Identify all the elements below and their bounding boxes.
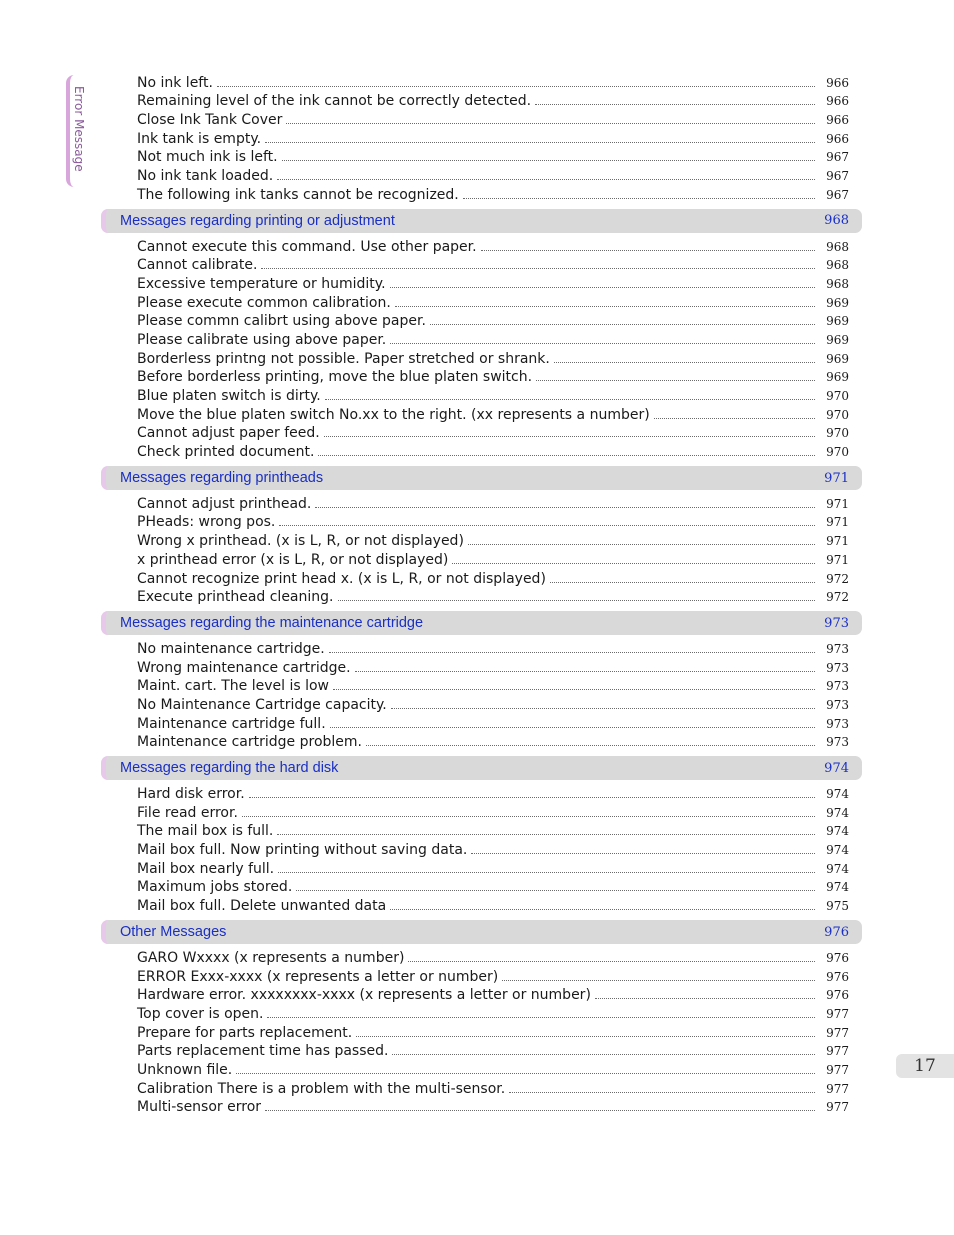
entry-page: 973 [826,716,849,731]
entry-title: Calibration There is a problem with the multi-sensor. [137,1080,506,1097]
entry-title: GARO Wxxxx (x represents a number) [137,949,405,966]
dot-leader [481,249,815,251]
dot-leader [391,707,815,709]
dot-leader [286,122,815,124]
entry-title: Mail box full. Delete unwanted data [137,898,387,915]
entry-title: Remaining level of the ink cannot be correctly detected. [137,93,532,110]
dot-leader [390,342,815,344]
entry-title: File read error. [137,804,238,821]
toc-entry[interactable] [101,237,862,256]
entry-page: 966 [826,131,849,146]
toc-entry[interactable] [101,73,862,92]
entry-page: 971 [826,515,849,530]
dot-leader [390,908,815,910]
dot-leader [654,417,815,419]
entry-title: Execute printhead cleaning. [137,589,334,606]
dot-leader [279,524,815,526]
entry-title: Wrong maintenance cartridge. [137,659,351,676]
dot-leader [242,815,815,817]
dot-leader [356,1035,815,1037]
toc-entry[interactable] [101,129,862,148]
toc-entry[interactable] [101,1023,862,1042]
entry-page: 969 [826,370,849,385]
dot-leader [236,1072,815,1074]
entry-title: Cannot recognize print head x. (x is L, R, or not displayed) [137,570,546,587]
dot-leader [471,852,815,854]
entry-page: 969 [826,295,849,310]
toc-entry[interactable] [101,185,862,204]
entry-page: 971 [826,496,849,511]
dot-leader [267,1016,815,1018]
entry-page: 973 [826,660,849,675]
dot-leader [278,871,815,873]
toc-entry[interactable] [101,658,862,677]
dot-leader [265,1109,815,1111]
dot-leader [329,651,815,653]
toc-entry[interactable] [101,639,862,658]
toc-entry[interactable] [101,588,862,607]
entry-title: Cannot execute this command. Use other paper. [137,238,477,255]
dot-leader [509,1091,815,1093]
entry-title: Borderless printng not possible. Paper stretched or shrank. [137,350,550,367]
entry-page: 973 [826,641,849,656]
toc-entry[interactable] [101,1060,862,1079]
toc-entry[interactable] [101,442,862,461]
entry-page: 972 [826,590,849,605]
entry-page: 967 [826,187,849,202]
entry-title: Cannot adjust paper feed. [137,425,320,442]
dot-leader [366,744,815,746]
entry-page: 968 [826,276,849,291]
toc-entry[interactable] [101,312,862,331]
entry-title: The mail box is full. [137,823,274,840]
entry-title: Top cover is open. [137,1005,264,1022]
dot-leader [395,305,815,307]
toc-entry[interactable] [101,405,862,424]
entry-title: Mail box nearly full. [137,860,275,877]
toc-entry[interactable] [101,569,862,588]
toc-entry[interactable] [101,733,862,752]
entry-title: Please execute common calibration. [137,294,391,311]
dot-leader [535,103,815,105]
entry-title: Cannot adjust printhead. [137,495,312,512]
toc-entry[interactable] [101,803,862,822]
toc-entry[interactable] [101,550,862,569]
toc-entry[interactable] [101,1042,862,1061]
dot-leader [408,960,815,962]
entry-page: 969 [826,351,849,366]
entry-title: Parts replacement time has passed. [137,1043,389,1060]
entry-page: 977 [826,1062,849,1077]
entry-title: Excessive temperature or humidity. [137,275,386,292]
entry-title: PHeads: wrong pos. [137,514,276,531]
entry-page: 971 [826,534,849,549]
entry-title: No ink tank loaded. [137,168,274,185]
toc-entry[interactable] [101,166,862,185]
entry-page: 969 [826,314,849,329]
toc-entry[interactable] [101,695,862,714]
entry-page: 973 [826,697,849,712]
toc-entry[interactable] [101,1098,862,1117]
toc-entry[interactable] [101,822,862,841]
toc-entry[interactable] [101,1004,862,1023]
entry-page: 973 [826,679,849,694]
entry-title: Before borderless printing, move the blue platen switch. [137,369,533,386]
dot-leader [217,85,815,87]
entry-title: Maint. cart. The level is low [137,678,330,695]
entry-page: 977 [826,1044,849,1059]
toc-entry[interactable] [101,531,862,550]
entry-page: 974 [826,787,849,801]
entry-page: 974 [826,805,849,820]
entry-title: The following ink tanks cannot be recognized. [137,186,459,203]
toc-entry[interactable] [101,368,862,387]
entry-title: Check printed document. [137,444,315,461]
entry-page: 971 [826,552,849,567]
entry-page: 968 [826,258,849,273]
entry-title: Hard disk error. [137,786,245,802]
entry-title: No ink left. [137,74,213,91]
toc-entry[interactable] [101,330,862,349]
entry-title: Mail box full. Now printing without saving data. [137,842,468,859]
toc-entry[interactable] [101,148,862,167]
entry-title: Ink tank is empty. [137,130,262,147]
dot-leader [277,833,815,835]
dot-leader [390,286,815,288]
entry-page: 977 [826,1006,849,1021]
entry-title: Maintenance cartridge problem. [137,734,362,751]
page-number: 17 [896,1054,954,1078]
dot-leader [452,562,815,564]
toc-entry[interactable] [101,256,862,275]
dot-leader [536,379,815,381]
dot-leader [502,979,815,981]
section-page: 973 [824,615,849,631]
side-tab-label: Error Message [72,86,86,172]
dot-leader [325,398,815,400]
toc-entry[interactable] [101,784,862,803]
entry-page: 977 [826,1025,849,1040]
section-page: 976 [824,924,849,940]
entry-title: Blue platen switch is dirty. [137,388,321,404]
section-title: Messages regarding printing or adjustment [120,212,395,229]
toc-entry[interactable] [101,513,862,532]
entry-title: Close Ink Tank Cover [137,112,283,129]
section-title: Messages regarding the maintenance cartridge [120,615,424,632]
section-title: Messages regarding printheads [120,470,324,487]
entry-page: 970 [826,407,849,422]
entry-page: 967 [826,169,849,184]
section-page: 968 [824,213,849,229]
entry-page: 976 [826,988,849,1003]
toc-entry[interactable] [101,424,862,443]
entry-page: 970 [826,426,849,441]
dot-leader [338,599,816,601]
dot-leader [595,997,815,999]
entry-title: Move the blue platen switch No.xx to the right. (xx represents a number) [137,406,650,423]
entry-title: Prepare for parts replacement. [137,1024,353,1041]
entry-page: 970 [826,389,849,403]
dot-leader [554,361,815,363]
toc-entry[interactable] [101,386,862,405]
entry-page: 973 [826,735,849,750]
dot-leader [355,670,815,672]
entry-title: Unknown file. [137,1061,233,1078]
dot-leader [249,796,815,798]
entry-page: 976 [826,950,849,965]
dot-leader [296,889,815,891]
toc-entry[interactable] [101,1079,862,1098]
entry-title: Wrong x printhead. (x is L, R, or not displayed) [137,533,464,550]
entry-page: 974 [826,843,849,858]
entry-page: 970 [826,445,849,460]
entry-title: No maintenance cartridge. [137,640,325,657]
entry-page: 974 [826,880,849,895]
section-page: 971 [824,470,849,486]
entry-page: 966 [826,113,849,128]
toc-entry[interactable] [101,293,862,312]
toc-entry[interactable] [101,274,862,293]
toc-entry[interactable] [101,859,862,878]
toc-entry[interactable] [101,896,862,915]
toc-entry[interactable] [101,840,862,859]
entry-page: 966 [826,75,849,90]
toc-entry[interactable] [101,878,862,897]
entry-title: No Maintenance Cartridge capacity. [137,696,387,713]
entry-title: Maximum jobs stored. [137,879,293,896]
toc-entry[interactable] [101,110,862,129]
entry-page: 972 [826,571,849,586]
entry-page: 974 [826,824,849,839]
section-title: Other Messages [120,924,227,941]
dot-leader [318,454,815,456]
entry-page: 966 [826,94,849,109]
dot-leader [333,688,815,690]
entry-title: Maintenance cartridge full. [137,715,326,732]
entry-page: 967 [826,150,849,165]
dot-leader [468,543,815,545]
dot-leader [282,159,815,161]
dot-leader [463,197,815,199]
entry-title: ERROR Exxx-xxxx (x represents a letter or number) [137,968,499,985]
dot-leader [330,726,815,728]
entry-title: Hardware error. xxxxxxxx-xxxx (x represents a letter or number) [137,987,591,1004]
dot-leader [430,323,815,325]
toc-entry[interactable] [101,986,862,1005]
table-of-contents [101,73,862,1116]
entry-page: 974 [826,861,849,876]
entry-page: 977 [826,1081,849,1096]
entry-page: 969 [826,332,849,347]
entry-page: 968 [826,239,849,254]
section-page: 974 [824,760,849,776]
section-heading[interactable] [101,611,862,635]
section-heading[interactable] [101,756,862,780]
entry-title: Multi-sensor error [137,1099,262,1116]
toc-entry[interactable] [101,349,862,368]
toc-entry[interactable] [101,967,862,986]
dot-leader [261,267,815,269]
dot-leader [392,1053,815,1055]
section-heading[interactable] [101,466,862,490]
section-heading[interactable] [101,209,862,233]
section-heading[interactable] [101,920,862,944]
entry-title: Please commn calibrt using above paper. [137,313,426,330]
dot-leader [265,141,815,143]
section-title: Messages regarding the hard disk [120,760,339,777]
toc-entry[interactable] [101,677,862,696]
entry-page: 977 [826,1100,849,1115]
entry-page: 975 [826,899,849,914]
dot-leader [315,506,815,508]
entry-title: Cannot calibrate. [137,257,258,274]
toc-entry[interactable] [101,92,862,111]
dot-leader [324,435,815,437]
toc-entry[interactable] [101,494,862,513]
dot-leader [277,178,815,180]
toc-entry[interactable] [101,948,862,967]
entry-title: Not much ink is left. [137,149,278,166]
dot-leader [550,581,815,583]
entry-title: Please calibrate using above paper. [137,331,387,348]
toc-entry[interactable] [101,714,862,733]
entry-title: x printhead error (x is L, R, or not displayed) [137,551,449,568]
entry-page: 976 [826,969,849,984]
